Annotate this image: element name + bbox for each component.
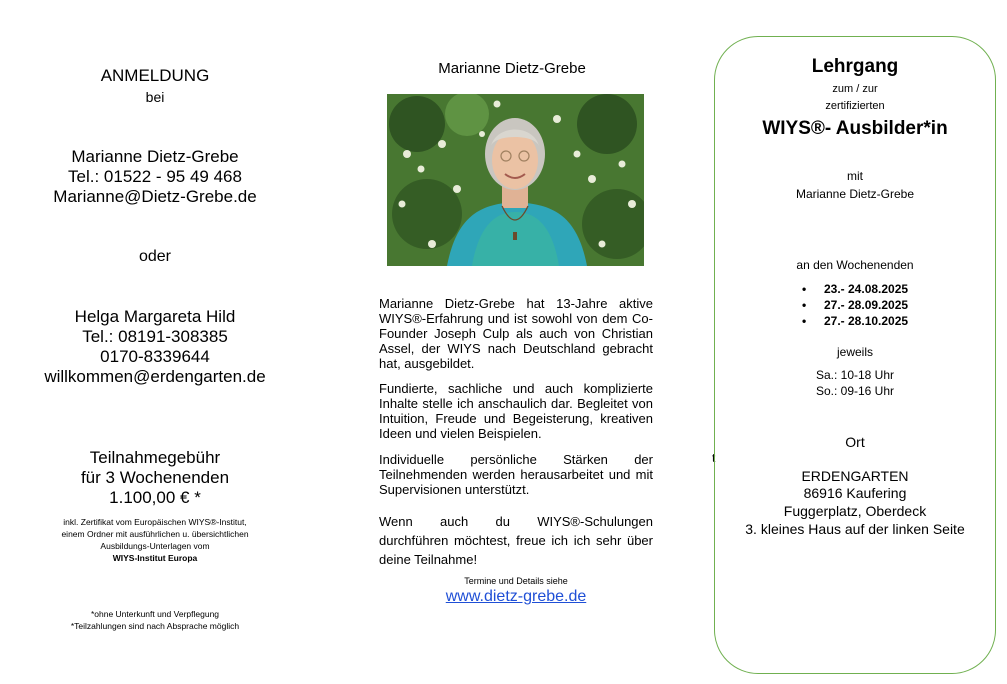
registration-heading: ANMELDUNG xyxy=(100,66,210,85)
website-link[interactable]: www.dietz-grebe.de xyxy=(445,588,587,605)
contact2-mobile: 0170-8339644 xyxy=(100,347,210,366)
contact2-email: willkommen@erdengarten.de xyxy=(44,367,266,386)
fee-incl-line1: inkl. Zertifikat vom Europäischen WIYS®-Institut, xyxy=(63,517,247,527)
venue-name: ERDENGARTEN xyxy=(801,468,909,484)
contact2-name: Helga Margareta Hild xyxy=(74,307,236,326)
method-paragraph: Fundierte, sachliche und auch komplizierte Inhalte stelle ich anschaulich dar. Begleitet von Intuition, Freude und Begeisterung, kreativen Ideen und vielen Beispielen. xyxy=(379,381,653,441)
trainer-title: Marianne Dietz-Grebe xyxy=(438,60,586,77)
course-title: Lehrgang xyxy=(811,56,899,77)
course-sub1: zum / zur xyxy=(832,83,878,95)
fee-incl-line4: WIYS-Institut Europa xyxy=(112,553,198,563)
bio-paragraph: Marianne Dietz-Grebe hat 13-Jahre aktive WIYS®-Erfahrung und ist sowohl von dem Co-Founder Joseph Culp als auch von Christian Assel, der WIYS nach Deutschland gebracht hat, ausgebildet. xyxy=(379,296,653,371)
course-sub2: zertifizierten xyxy=(825,100,885,112)
venue-address-line2: Fuggerplatz, Oberdeck xyxy=(783,503,927,519)
date-item: • 23.- 24.08.2025 xyxy=(802,281,908,297)
fee-duration: für 3 Wochenenden xyxy=(80,468,230,487)
fee-incl-line3: Ausbildungs-Unterlagen vom xyxy=(100,541,210,551)
date-list xyxy=(802,281,908,329)
time-sat: Sa.: 10-18 Uhr xyxy=(815,368,895,382)
ort-label: Ort xyxy=(845,434,865,450)
oder-label: oder xyxy=(138,248,172,265)
fee-incl-line2: einem Ordner mit ausführlichen u. übersichtlichen xyxy=(61,529,249,539)
strengths-paragraph: Individuelle persönliche Stärken der Teilnehmenden werden herausarbeitet und mit Supervisionen unterstützt. xyxy=(379,452,653,497)
date-item: • 27.- 28.10.2025 xyxy=(802,313,908,329)
trainer-photo xyxy=(387,94,644,266)
course-trainer: Marianne Dietz-Grebe xyxy=(795,187,915,201)
fee-price: 1.100,00 € * xyxy=(109,488,201,507)
contact2-phone: Tel.: 08191-308385 xyxy=(82,327,228,346)
note-2: *Teilzahlungen sind nach Absprache möglich xyxy=(70,621,240,631)
contact1-name: Marianne Dietz-Grebe xyxy=(71,147,239,166)
course-main-title: WIYS®- Ausbilder*in xyxy=(762,118,948,139)
weekends-label: an den Wochenenden xyxy=(796,258,914,272)
venue-address-line1: 86916 Kaufering xyxy=(803,485,907,501)
time-sun: So.: 09-16 Uhr xyxy=(815,384,895,398)
contact1-phone: Tel.: 01522 - 95 49 468 xyxy=(68,167,242,186)
date-item: • 27.- 28.09.2025 xyxy=(802,297,908,313)
bei-label: bei xyxy=(145,89,165,105)
contact1-email: Marianne@Dietz-Grebe.de xyxy=(53,187,257,206)
venue-address-line3: 3. kleines Haus auf der linken Seite xyxy=(745,521,965,537)
stray-char: t xyxy=(712,451,716,465)
invite-paragraph: Wenn auch du WIYS®-Schulungen durchführen möchtest, freue ich ich sehr über deine Teilnahme! xyxy=(379,514,653,567)
fee-title: Teilnahmegebühr xyxy=(89,448,221,467)
note-1: *ohne Unterkunft und Verpflegung xyxy=(90,609,220,619)
mit-label: mit xyxy=(847,169,863,183)
jeweils-label: jeweils xyxy=(836,345,873,359)
course-panel xyxy=(714,36,996,674)
details-label: Termine und Details siehe xyxy=(464,576,568,586)
